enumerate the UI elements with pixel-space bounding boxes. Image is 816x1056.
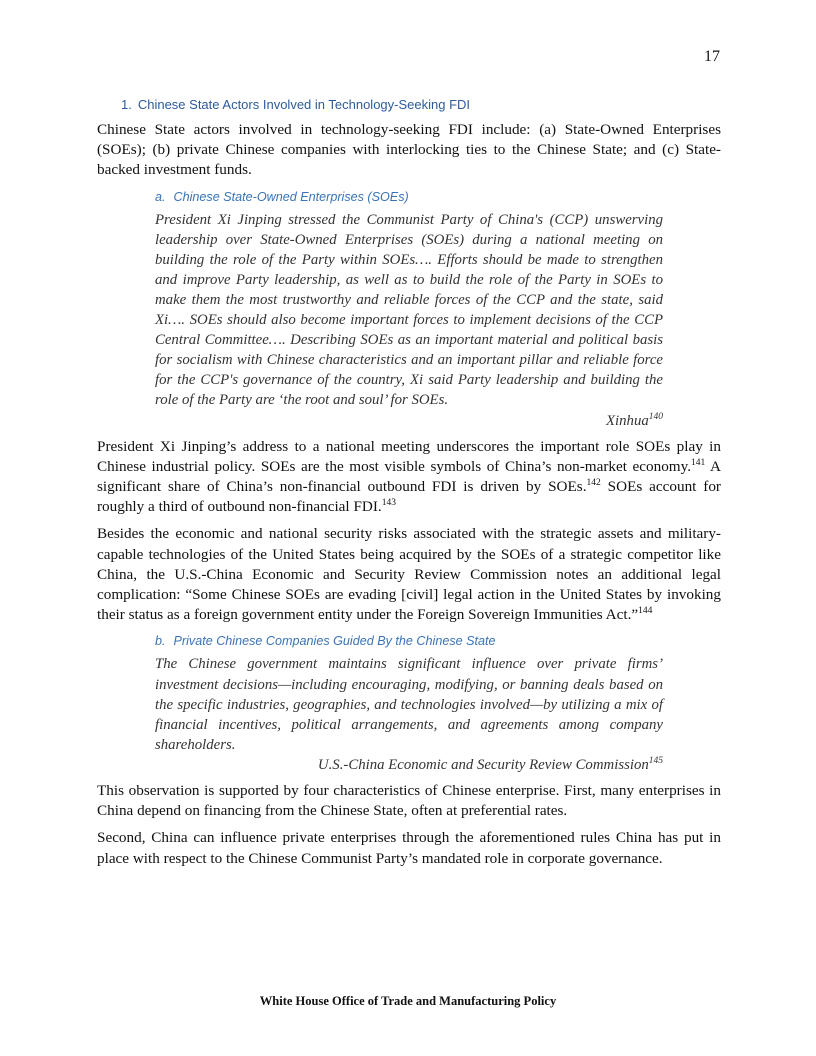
paragraph-text: Besides the economic and national security risks associated with the strategic assets and military-capable technologies of the United States being acquired by the SOEs of a strategic competitor like China, the U.S.-China Economic and Security Review Commission notes an additional legal complication: “Some Chinese SOEs are evading [civil] legal action in the United States by invoking their status as a foreign government entity under the Foreign Sovereign Immunities Act.”: [97, 525, 721, 624]
xinhua-quote-source: [155, 411, 663, 431]
footnote-ref-140[interactable]: 140: [648, 411, 663, 422]
paragraph-text: A significant share of China’s non-financial outbound FDI is driven by SOEs.: [97, 457, 721, 496]
subsection-a-title: Chinese State-Owned Enterprises (SOEs): [173, 189, 409, 204]
xinhua-quote: President Xi Jinping stressed the Communist Party of China's (CCP) unswerving leadership over State-Owned Enterprises (SOEs) during a national meeting on building the role of the Party within SOEs…. Efforts should be made to strengthen and improve Party leadership, as well as to build the role of the Party in SOEs to make them the most trustworthy and reliable forces of the CCP and the state, said Xi…. SOEs should also become important forces to implement decisions of the CCP Central Committee…. Describing SOEs as an important material and political basis for socialism with Chinese characteristics and an important pillar and reliable force for the CCP's governance of the country, Xi said Party leadership and building the role of the Party are ‘the root and soul’ for SOEs.: [155, 211, 663, 409]
page-content: [97, 96, 721, 876]
legal-complication-paragraph: [97, 524, 721, 625]
section-number: 1.: [121, 97, 132, 112]
footnote-ref-144[interactable]: 144: [638, 606, 653, 617]
section-heading: [97, 96, 721, 114]
subsection-b-title: Private Chinese Companies Guided By the Chinese State: [173, 634, 496, 649]
intro-paragraph: Chinese State actors involved in technology-seeking FDI include: (a) State-Owned Enterprises (SOEs); (b) private Chinese companies with interlocking ties to the Chinese State; and (c) State-backed investment funds.: [97, 121, 721, 179]
footnote-ref-141[interactable]: 141: [691, 457, 706, 468]
commission-quote-source: [155, 755, 663, 775]
section-title: Chinese State Actors Involved in Technology-Seeking FDI: [137, 97, 471, 112]
subsection-a-heading: [97, 188, 721, 206]
subsection-b-heading: [97, 632, 721, 650]
footnote-ref-142[interactable]: 142: [586, 477, 601, 488]
subsection-b-letter: b.: [155, 634, 166, 649]
commission-quote: The Chinese government maintains significant influence over private firms’ investment decisions—including encouraging, modifying, or banning deals based on the specific industries, geographies, and technologies involved—by utilizing a mix of financial incentives, political arrangements, and agreements among company shareholders.: [155, 656, 663, 753]
soe-role-paragraph: [97, 437, 721, 518]
paragraph-text: SOEs account for roughly a third of outbound non-financial FDI.: [97, 478, 721, 516]
subsection-a-letter: a.: [155, 189, 166, 204]
characteristics-paragraph: This observation is supported by four characteristics of Chinese enterprise. First, many enterprises in China depend on financing from the Chinese State, often at preferential rates.: [97, 782, 721, 820]
footnote-ref-143[interactable]: 143: [381, 498, 396, 509]
paragraph-text: President Xi Jinping’s address to a national meeting underscores the important role SOEs play in Chinese industrial policy. SOEs are the most visible symbols of China’s non-market economy.: [97, 437, 721, 475]
quote-source-name: U.S.-China Economic and Security Review Commission: [317, 756, 649, 773]
party-influence-paragraph: Second, China can influence private enterprises through the aforementioned rules China has put in place with respect to the Chinese Communist Party’s mandated role in corporate governance.: [97, 829, 721, 867]
page-footer: White House Office of Trade and Manufacturing Policy: [259, 994, 557, 1008]
footnote-ref-145[interactable]: 145: [648, 756, 663, 767]
page-number: 17: [704, 48, 720, 65]
quote-source-name: Xinhua: [606, 412, 649, 429]
